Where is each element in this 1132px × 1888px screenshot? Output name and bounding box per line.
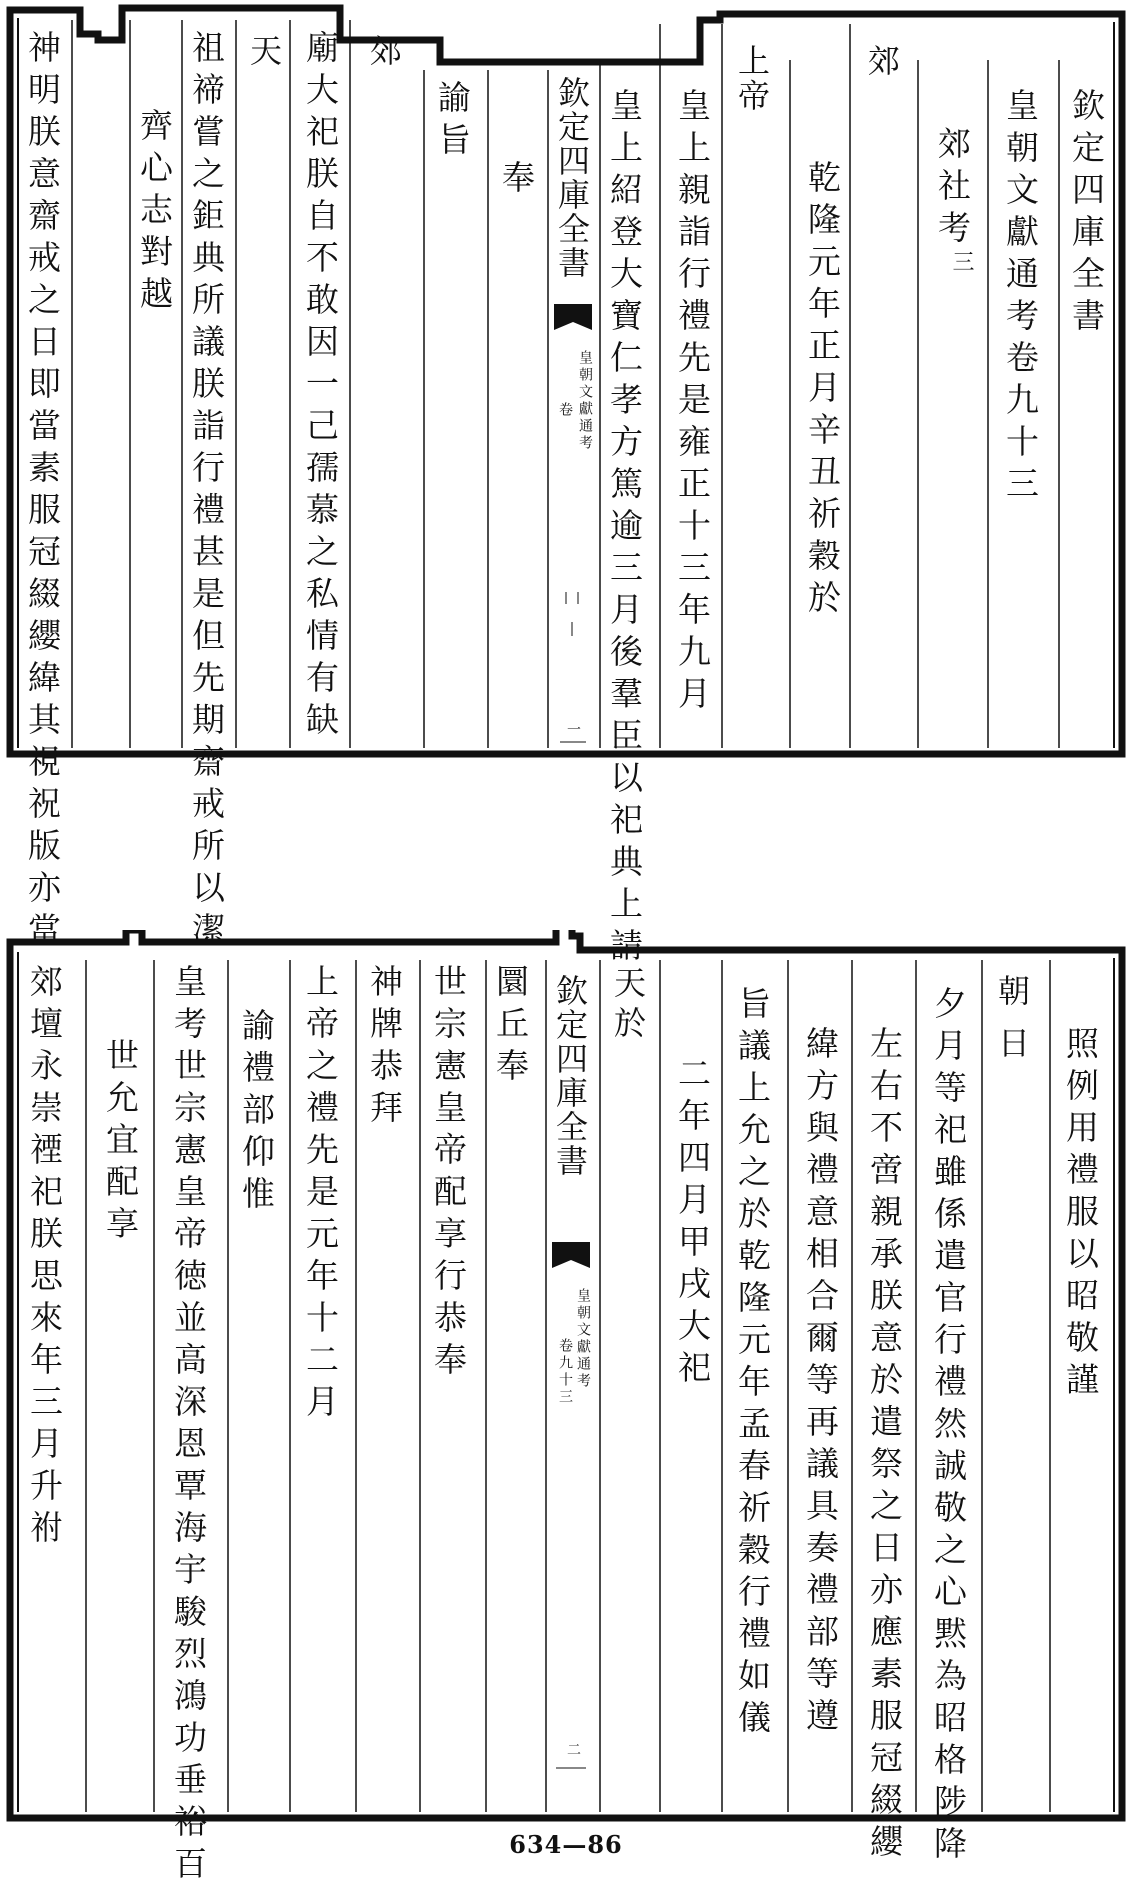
top-col-9: 奉 — [497, 160, 536, 202]
fishtail-ornament-bottom — [552, 1242, 590, 1274]
bottom-col-8-a: 天 — [609, 966, 647, 1001]
top-col-10: 諭旨 — [433, 80, 472, 164]
bottom-col-14: 皇考世宗憲皇帝徳並高深恩覃海宇駿烈鴻功垂裕百 — [169, 964, 208, 1888]
bottom-col-4: 左右不啻親承朕意於遣祭之日亦應素服冠綴纓 — [865, 1026, 904, 1866]
page-number: 634—86 — [509, 1830, 623, 1859]
top-col-13: 天 — [245, 34, 283, 69]
bottom-center-subtitle: 皇朝文獻通考 — [575, 1288, 591, 1390]
top-col-5: 乾隆元年正月辛丑祈穀於 — [803, 160, 842, 622]
bottom-col-8-b: 於 — [609, 1006, 647, 1041]
bottom-col-13: 諭禮部仰惟 — [237, 1008, 276, 1218]
top-col-4: 郊 — [863, 44, 901, 79]
bottom-col-5: 緯方與禮意相合爾等再議具奏禮部等遵 — [801, 1026, 840, 1740]
bottom-col-6: 旨議上允之於乾隆元年孟春祈穀行禮如儀 — [733, 986, 772, 1742]
top-col-8: 皇上紹登大寶仁孝方篤逾三月後羣臣以祀典上請 — [605, 88, 644, 970]
bottom-col-11: 神牌恭拜 — [365, 964, 404, 1132]
top-col-6: 上帝 — [733, 44, 771, 114]
top-col-2: 皇朝文獻通考卷九十三 — [1001, 88, 1040, 508]
top-col-14: 祖禘嘗之鉅典所議朕詣行禮甚是但先期齋戒所以潔 — [187, 30, 226, 954]
bottom-center-title: 欽定四庫全書 — [551, 974, 589, 1178]
top-center-title: 欽定四庫全書 — [553, 76, 591, 280]
top-col-12: 廟大祀朕自不敢因一己孺慕之私情有缺 — [301, 30, 340, 744]
top-col-15: 齊心志對越 — [135, 108, 174, 318]
top-col-7: 皇上親詣行禮先是雍正十三年九月 — [673, 88, 712, 718]
top-col-16: 神明朕意齋戒之日即當素服冠綴纓緯其視祝版亦當 — [23, 30, 62, 954]
bottom-col-2: 朝日 — [993, 974, 1031, 1078]
bottom-col-3: 夕月等祀雖係遣官行禮然誠敬之心黙為昭格陟降 — [929, 986, 968, 1868]
top-col-11: 郊 — [365, 34, 403, 69]
top-col-3: 郊社考 — [933, 126, 972, 252]
bottom-center-page: 二 — [565, 1742, 581, 1759]
bottom-col-15: 世允宜配享 — [101, 1038, 140, 1248]
bottom-col-10: 世宗憲皇帝配享行恭奉 — [429, 964, 468, 1384]
bottom-col-1: 照例用禮服以昭敬謹 — [1061, 1026, 1100, 1404]
bottom-col-7: 二年四月甲戌大祀 — [673, 1056, 712, 1392]
bottom-col-9: 圜丘奉 — [491, 964, 530, 1090]
top-center-page: 一 — [565, 722, 581, 739]
bottom-center-volume: 卷九十三 — [557, 1338, 573, 1406]
top-col-1: 欽定四庫全書 — [1067, 88, 1106, 340]
top-center-subtitle: 皇朝文獻通考 — [577, 350, 593, 452]
top-center-volume: 卷 — [557, 402, 573, 419]
bottom-col-16: 郊壇永崇禋祀朕思來年三月升祔 — [25, 964, 64, 1552]
bottom-col-12: 上帝之禮先是元年十二月 — [301, 964, 340, 1426]
fishtail-ornament — [554, 304, 592, 336]
top-col-3-note: 三 — [949, 250, 974, 276]
